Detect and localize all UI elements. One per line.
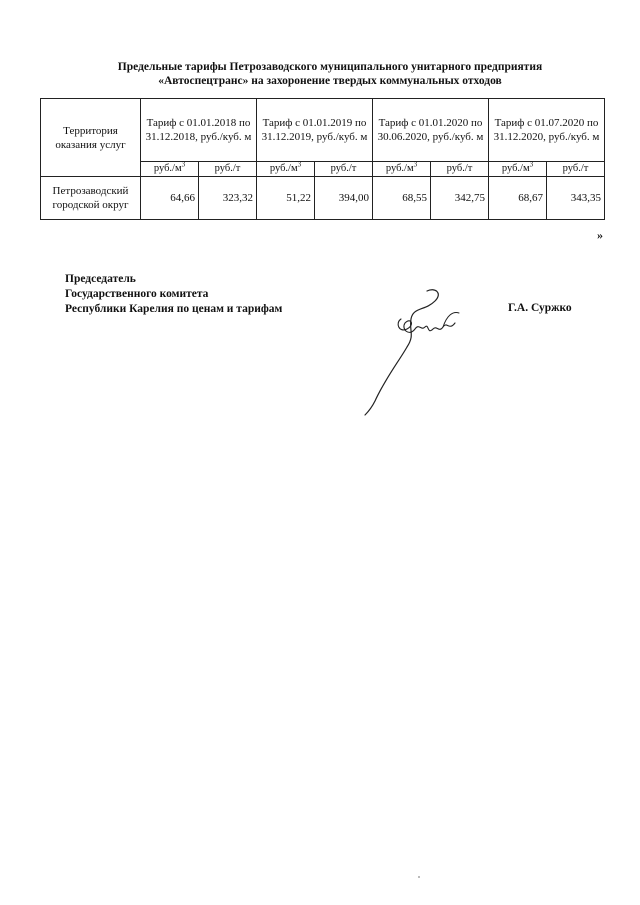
unit-header-m3: $руб./м^3$ bbox=[141, 162, 199, 177]
signatory-title-line-2: Государственного комитета bbox=[65, 288, 209, 300]
value-cell: 394,00 bbox=[315, 177, 373, 220]
period-header-2: Тариф с 01.01.2019 по 31.12.2019, руб./куб. м bbox=[257, 99, 373, 162]
unit-header-m3: $руб./м^3$ bbox=[257, 162, 315, 177]
value-cell: 51,22 bbox=[257, 177, 315, 220]
value-cell: 68,67 bbox=[489, 177, 547, 220]
value-cell: 342,75 bbox=[431, 177, 489, 220]
unit-header-t: руб./т bbox=[431, 162, 489, 177]
closing-quote: » bbox=[597, 228, 603, 242]
period-header-4: Тариф с 01.07.2020 по 31.12.2020, руб./куб. м bbox=[489, 99, 605, 162]
document-title bbox=[40, 60, 620, 88]
handwritten-signature bbox=[355, 283, 475, 418]
table-row bbox=[41, 177, 605, 220]
tariff-table bbox=[40, 98, 605, 220]
signatory-title bbox=[65, 272, 282, 317]
period-header-1: Тариф с 01.01.2018 по 31.12.2018, руб./куб. м bbox=[141, 99, 257, 162]
unit-header-m3: $руб./м^3$ bbox=[489, 162, 547, 177]
signatory-name: Г.А. Суржко bbox=[508, 302, 572, 314]
page-mark bbox=[418, 876, 420, 878]
value-cell: 64,66 bbox=[141, 177, 199, 220]
territory-cell: Петрозаводский городской округ bbox=[41, 177, 141, 220]
unit-header-t: руб./т bbox=[547, 162, 605, 177]
value-cell: 68,55 bbox=[373, 177, 431, 220]
unit-header-m3: $руб./м^3$ bbox=[373, 162, 431, 177]
signatory-title-line-1: Председатель bbox=[65, 273, 136, 285]
value-cell: 323,32 bbox=[199, 177, 257, 220]
territory-header: Территория оказания услуг bbox=[41, 99, 141, 177]
document-title-line-1: Предельные тарифы Петрозаводского муниципального унитарного предприятия bbox=[117, 61, 543, 73]
document-title-line-2: «Автоспецтранс» на захоронение твердых коммунальных отходов bbox=[158, 75, 502, 87]
value-cell: 343,35 bbox=[547, 177, 605, 220]
unit-header-t: руб./т bbox=[315, 162, 373, 177]
unit-header-t: руб./т bbox=[199, 162, 257, 177]
period-header-3: Тариф с 01.01.2020 по 30.06.2020, руб./куб. м bbox=[373, 99, 489, 162]
signatory-title-line-3: Республики Карелия по ценам и тарифам bbox=[65, 303, 283, 315]
